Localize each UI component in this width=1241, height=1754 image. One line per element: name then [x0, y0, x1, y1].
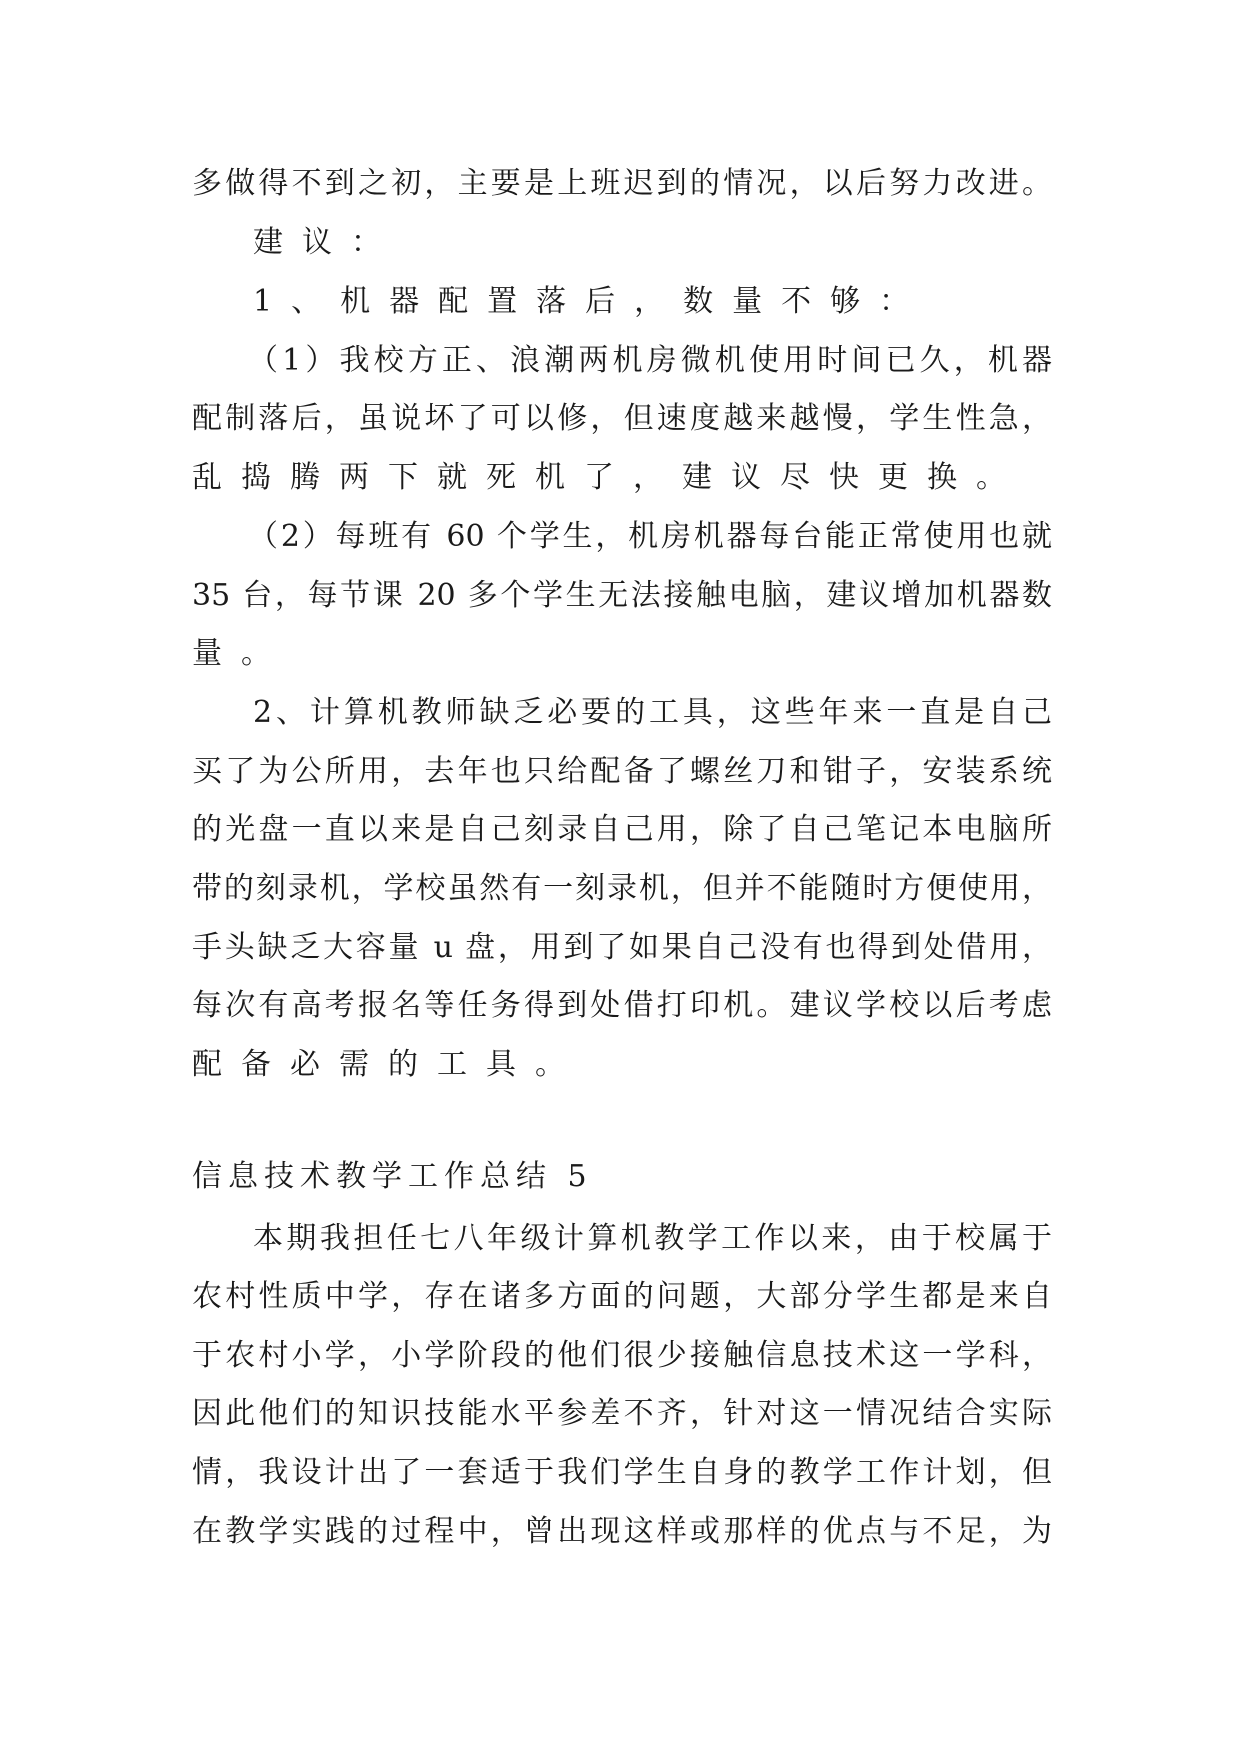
text-line: 带的刻录机，学校虽然有一刻录机，但并不能随时方便使用，: [192, 871, 1052, 906]
text-line: 35 台，每节课 20 多个学生无法接触电脑，建议增加机器数: [192, 578, 1052, 613]
text-line: 的光盘一直以来是自己刻录自己用，除了自己笔记本电脑所: [192, 812, 1052, 847]
text-line: 乱捣腾两下就死机了，建议尽快更换。: [192, 460, 1025, 495]
text-line: 买了为公所用，去年也只给配备了螺丝刀和钳子，安装系统: [192, 754, 1052, 789]
text-line: 多做得不到之初，主要是上班迟到的情况，以后努力改进。: [192, 166, 1052, 201]
text-line: 情，我设计出了一套适于我们学生自身的教学工作计划，但: [192, 1455, 1052, 1490]
text-line: 因此他们的知识技能水平参差不齐，针对这一情况结合实际: [192, 1396, 1052, 1431]
text-line: 建议：: [253, 225, 400, 260]
text-line: 在教学实践的过程中，曾出现这样或那样的优点与不足，为: [192, 1514, 1052, 1549]
text-line: 每次有高考报名等任务得到处借打印机。建议学校以后考虑: [192, 988, 1052, 1023]
text-line: 本期我担任七八年级计算机教学工作以来，由于校属于: [253, 1221, 1052, 1256]
text-line: 2、计算机教师缺乏必要的工具，这些年来一直是自己: [253, 695, 1052, 730]
text-line: （1）我校方正、浪潮两机房微机使用时间已久，机器: [248, 343, 1052, 378]
text-line: 量。: [192, 636, 290, 671]
text-line: 于农村小学，小学阶段的他们很少接触信息技术这一学科，: [192, 1338, 1052, 1373]
text-line: 配备必需的工具。: [192, 1047, 584, 1082]
text-line: （2）每班有 60 个学生，机房机器每台能正常使用也就: [248, 519, 1052, 554]
section-title: 信息技术教学工作总结 5: [192, 1159, 593, 1194]
text-line: 配制落后，虽说坏了可以修，但速度越来越慢，学生性急，: [192, 401, 1052, 436]
text-line: 手头缺乏大容量 u 盘，用到了如果自己没有也得到处借用，: [192, 930, 1052, 965]
text-line: 农村性质中学，存在诸多方面的问题，大部分学生都是来自: [192, 1279, 1052, 1314]
text-line: 1、机器配置落后，数量不够：: [253, 284, 929, 319]
